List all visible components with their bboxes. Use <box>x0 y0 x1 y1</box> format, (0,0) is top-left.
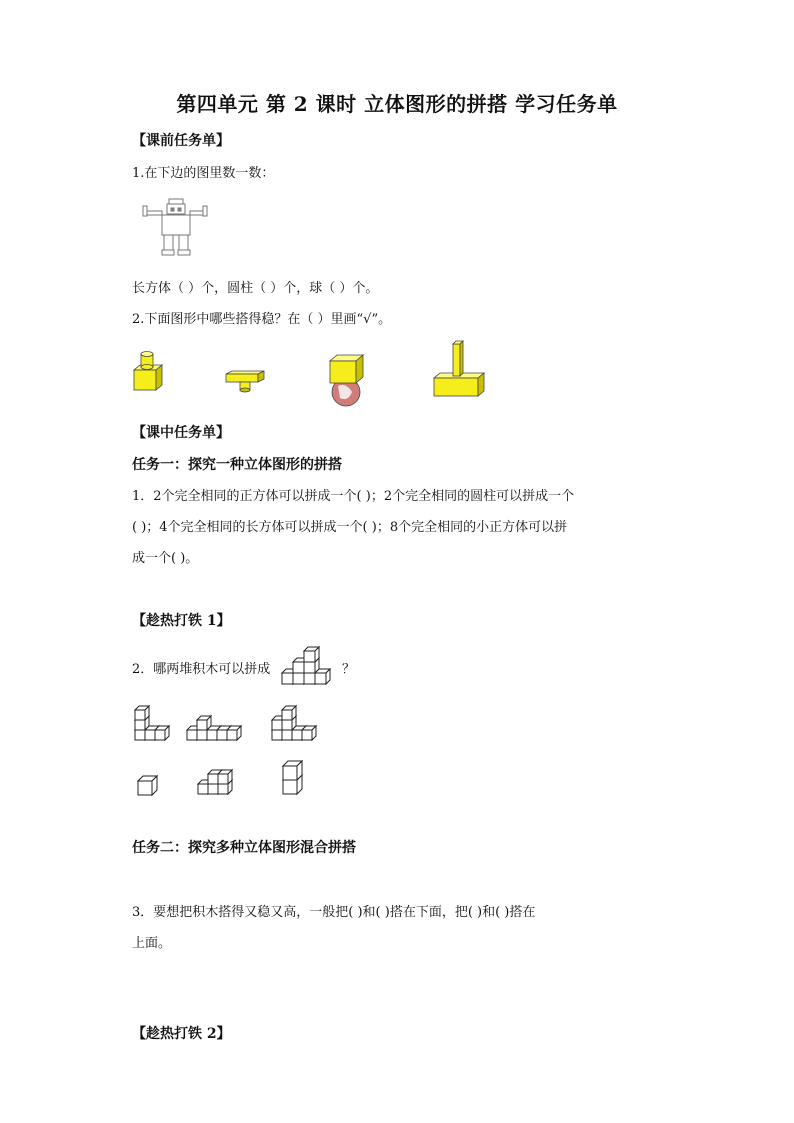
count-shapes-blanks: 长方体（ ）个，圆柱（ ）个，球（ ）个。 <box>132 281 379 296</box>
practice-2-heading: 【趁热打铁 2】 <box>132 1026 231 1042</box>
block-pile-b <box>187 706 249 742</box>
stack-cylinder-on-cube <box>132 350 168 392</box>
block-pile-a <box>135 696 175 742</box>
stack-board-on-cylinder <box>224 370 268 394</box>
practice-1-heading: 【趁热打铁 1】 <box>132 613 231 629</box>
block-pile-c <box>272 694 322 742</box>
task-1-heading: 任务一：探究一种立体图形的拼搭 <box>132 457 342 473</box>
question-2-prompt: 2.下面图形中哪些搭得稳？在（ ）里画“√”。 <box>132 312 392 327</box>
question-1-line-1: 1．2个完全相同的正方体可以拼成一个( )；2个完全相同的圆柱可以拼成一个 <box>132 489 575 504</box>
task-2-heading: 任务二：探究多种立体图形混合拼搭 <box>132 840 356 856</box>
block-pile-f <box>283 762 305 796</box>
page-title: 第四单元 第 2 课时 立体图形的拼搭 学习任务单 <box>176 92 618 116</box>
stack-cube-on-ball <box>328 352 368 408</box>
question-2-suffix: ？ <box>342 662 356 677</box>
question-3-line-1: 3．要想把积木搭得又稳又高，一般把( )和( )搭在下面，把( )和( )搭在 <box>132 905 536 920</box>
question-2-prefix: 2．哪两堆积木可以拼成 <box>132 662 271 677</box>
in-class-heading: 【课中任务单】 <box>132 425 230 441</box>
block-pile-d <box>138 773 162 797</box>
robot-figure <box>140 196 210 258</box>
question-1-line-2: ( )；4个完全相同的长方体可以拼成一个( )；8个完全相同的小正方体可以拼 <box>132 520 568 535</box>
block-pile-e <box>198 762 234 796</box>
question-1-prompt: 1.在下边的图里数一数： <box>132 166 275 181</box>
question-1-line-3: 成一个( )。 <box>132 551 199 566</box>
question-3-line-2: 上面。 <box>132 936 172 951</box>
stack-stick-on-box <box>432 340 488 398</box>
target-block-shape <box>282 642 338 686</box>
pre-class-heading: 【课前任务单】 <box>132 133 230 149</box>
